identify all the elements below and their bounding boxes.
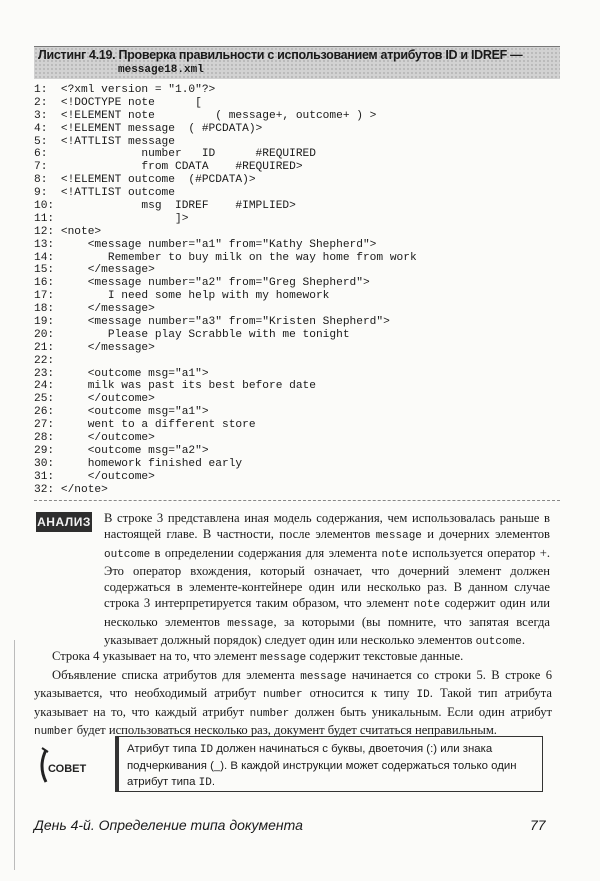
code-line: 17: I need some help with my homework — [34, 290, 330, 303]
code-line: 14: Remember to buy milk on the way home from work — [34, 251, 417, 264]
code-line: 19: <message number="a3" from="Kristen Shepherd"> — [34, 316, 390, 329]
code-line: 4: <!ELEMENT message ( #PCDATA)> — [34, 122, 263, 135]
code-line: 3: <!ELEMENT note ( message+, outcome+ ) > — [34, 109, 377, 122]
code-line: 18: </message> — [34, 303, 155, 316]
tip-icon — [36, 746, 87, 786]
code-line: 10: msg IDREF #IMPLIED> — [34, 200, 296, 213]
listing-header — [34, 46, 560, 79]
code-line: 30: homework finished early — [34, 457, 243, 470]
code-line: 22: — [34, 354, 55, 367]
listing-title: Листинг 4.19. Проверка правильности с использованием атрибутов ID и IDREF — — [38, 48, 523, 62]
body-paragraph-1: Строка 4 указывает на то, что элемент message содержит текстовые данные. — [52, 649, 464, 664]
code-line: 11: ]> — [34, 212, 189, 225]
code-line: 15: </message> — [34, 264, 155, 277]
code-line: 12: <note> — [34, 225, 102, 238]
code-listing — [34, 84, 560, 497]
code-line: 21: </message> — [34, 341, 155, 354]
code-line: 20: Please play Scrabble with me tonight — [34, 328, 350, 341]
footer-chapter-title: День 4-й. Определение типа документа — [34, 817, 303, 833]
code-line: 27: went to a different store — [34, 419, 256, 432]
tip-box: Атрибут типа ID должен начинаться с буквы, двоеточия (:) или знака подчеркивания (_). В каждой инструкции может содержаться только один атрибут типа ID. — [115, 736, 543, 792]
code-line: 28: </outcome> — [34, 432, 155, 445]
code-line: 32: </note> — [34, 483, 108, 496]
code-line: 24: milk was past its best before date — [34, 380, 316, 393]
code-line: 25: </outcome> — [34, 393, 155, 406]
code-line: 13: <message number="a1" from="Kathy Shepherd"> — [34, 238, 377, 251]
code-line: 31: </outcome> — [34, 470, 155, 483]
tip-icon-label: СОВЕТ — [48, 763, 87, 775]
code-line: 26: <outcome msg="a1"> — [34, 406, 209, 419]
code-line: 6: number ID #REQUIRED — [34, 148, 316, 161]
code-line: 7: from CDATA #REQUIRED> — [34, 161, 303, 174]
body-paragraph-2: Объявление списка атрибутов для элемента message начинается со строки 5. В строке 6 указывается, что необходимый атрибут number относится к типу ID. Такой тип атрибута указывает на то, что каждый атрибут number должен быть уникальным. Если один атрибут number будет использоваться несколько раз, документ будет считаться неправильным. — [34, 667, 553, 738]
code-line: 2: <!DOCTYPE note [ — [34, 96, 202, 109]
listing-divider — [34, 500, 560, 501]
code-line: 9: <!ATTLIST outcome — [34, 187, 175, 200]
code-line: 1: <?xml version = "1.0"?> — [34, 84, 216, 96]
code-line: 8: <!ELEMENT outcome (#PCDATA)> — [34, 174, 256, 187]
analysis-icon: АНАЛИЗ — [36, 512, 92, 532]
body-text — [34, 648, 552, 741]
analysis-paragraph: В строке 3 представлена иная модель содержания, чем использовалась раньше в настоящей главе. В частности, после элементов message и дочерних элементов outcome в определении содержания для элемента note используется оператор +. Это оператор вхождения, который означает, что дочерний элемент должен содержаться в элементе-контейнере один или несколько раз. В данном случае строка 3 интерпретируется таким образом, что элемент note содержит один или несколько элементов message, за которыми (вы помните, что запятая всегда указывает должный порядок) следует один или несколько элементов outcome. — [104, 511, 551, 649]
code-line: 23: <outcome msg="a1"> — [34, 367, 209, 380]
listing-filename: message18.xml — [118, 64, 204, 76]
code-line: 16: <message number="a2" from="Greg Shepherd"> — [34, 277, 370, 290]
page-edge-line — [14, 640, 15, 870]
code-line: 5: <!ATTLIST message — [34, 135, 175, 148]
code-line: 29: <outcome msg="a2"> — [34, 444, 209, 457]
page-number: 77 — [530, 817, 546, 833]
